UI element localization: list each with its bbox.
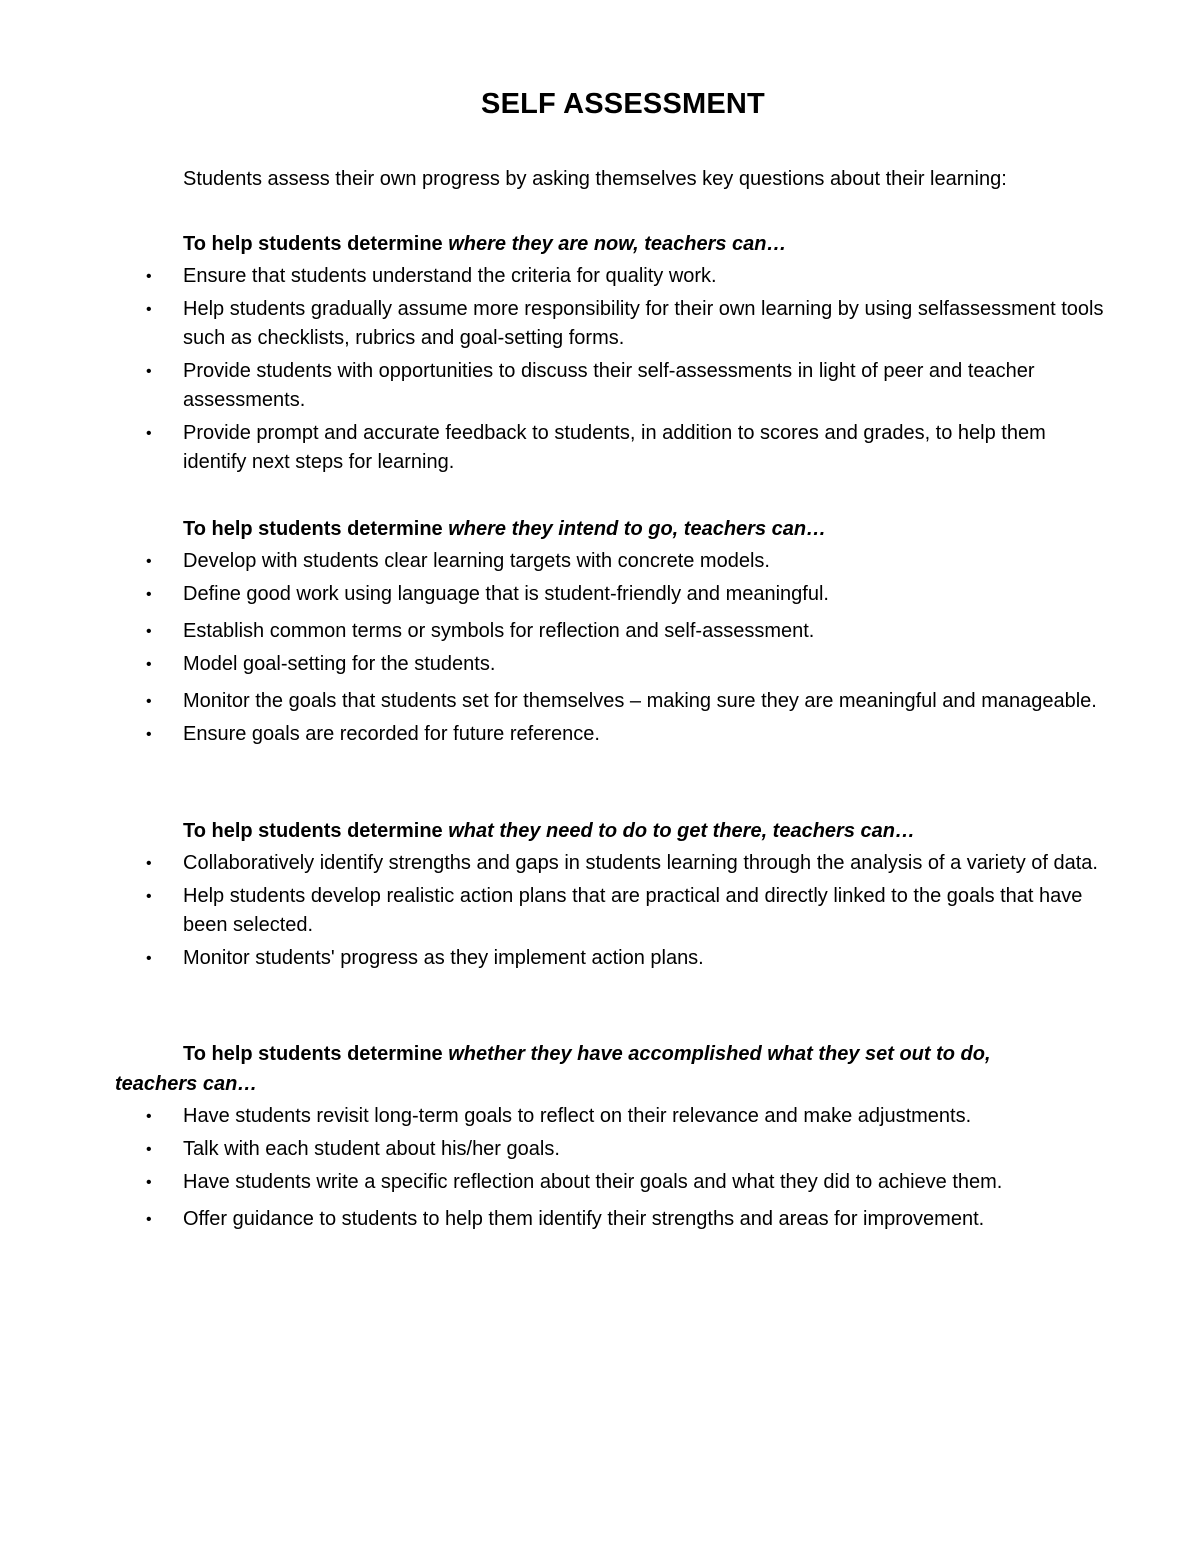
list-item-text: Help students gradually assume more responsibility for their own learning by using selfassessment tools such as checklists, rubrics and goal-setting forms. <box>183 298 1104 349</box>
bullet-icon: • <box>146 553 152 570</box>
list-item-text: Model goal-setting for the students. <box>183 653 496 675</box>
list-item-text: Establish common terms or symbols for reflection and self-assessment. <box>183 620 815 642</box>
bullet-list <box>0 262 1200 477</box>
list-item-text: Offer guidance to students to help them identify their strengths and areas for improvement. <box>183 1208 985 1230</box>
heading-emphasis: whether they have accomplished what they set out to do, <box>448 1043 991 1065</box>
heading-prefix: To help students determine <box>183 233 449 255</box>
section-accomplished <box>0 1039 1200 1238</box>
list-item <box>0 262 1200 291</box>
bullet-icon: • <box>146 656 152 673</box>
list-item-text: Ensure goals are recorded for future reference. <box>183 723 600 745</box>
list-item-text: Have students write a specific reflection about their goals and what they did to achieve them. <box>183 1171 1003 1193</box>
list-item <box>0 547 1200 576</box>
section-what-to-do <box>0 816 1200 977</box>
list-item-text: Ensure that students understand the criteria for quality work. <box>183 265 717 287</box>
list-item <box>0 295 1200 353</box>
bullet-icon: • <box>146 268 152 285</box>
list-item-text: Have students revisit long-term goals to reflect on their relevance and make adjustments. <box>183 1105 972 1127</box>
list-item-text: Help students develop realistic action plans that are practical and directly linked to the goals that have been selected. <box>183 885 1083 936</box>
bullet-icon: • <box>146 301 152 318</box>
heading-emphasis: what they need to do to get there, teachers can… <box>448 820 915 842</box>
bullet-list <box>0 849 1200 973</box>
bullet-icon: • <box>146 1174 152 1191</box>
bullet-icon: • <box>146 425 152 442</box>
bullet-icon: • <box>146 888 152 905</box>
heading-prefix: To help students determine <box>183 1043 449 1065</box>
section-heading <box>0 1039 1200 1099</box>
list-item-text: Define good work using language that is student-friendly and meaningful. <box>183 583 829 605</box>
list-item <box>0 882 1200 940</box>
list-item-text: Provide prompt and accurate feedback to students, in addition to scores and grades, to help them identify next steps for learning. <box>183 422 1046 473</box>
list-item <box>0 1168 1200 1197</box>
section-where-intend <box>0 514 1200 753</box>
bullet-icon: • <box>146 623 152 640</box>
bullet-icon: • <box>146 950 152 967</box>
bullet-icon: • <box>146 586 152 603</box>
list-item <box>0 650 1200 679</box>
list-item <box>0 1135 1200 1164</box>
section-heading <box>0 816 1200 846</box>
section-heading <box>0 229 1200 259</box>
list-item <box>0 687 1200 716</box>
heading-prefix: To help students determine <box>183 518 449 540</box>
bullet-list <box>0 1102 1200 1234</box>
bullet-icon: • <box>146 726 152 743</box>
list-item-text: Monitor the goals that students set for themselves – making sure they are meaningful and manageable. <box>183 690 1097 712</box>
intro-paragraph: Students assess their own progress by asking themselves key questions about their learning: <box>183 168 1007 190</box>
heading-line-2: teachers can… <box>115 1073 258 1095</box>
list-item <box>0 720 1200 749</box>
list-item-text: Monitor students' progress as they implement action plans. <box>183 947 704 969</box>
list-item-text: Talk with each student about his/her goals. <box>183 1138 560 1160</box>
list-item <box>0 1102 1200 1131</box>
bullet-icon: • <box>146 693 152 710</box>
list-item <box>0 357 1200 415</box>
list-item <box>0 580 1200 609</box>
bullet-icon: • <box>146 1141 152 1158</box>
bullet-icon: • <box>146 855 152 872</box>
list-item <box>0 419 1200 477</box>
bullet-list <box>0 547 1200 749</box>
list-item <box>0 617 1200 646</box>
section-where-now <box>0 229 1200 481</box>
bullet-icon: • <box>146 1108 152 1125</box>
page-title: SELF ASSESSMENT <box>481 88 765 120</box>
list-item-text: Provide students with opportunities to discuss their self-assessments in light of peer and teacher assessments. <box>183 360 1035 411</box>
heading-prefix: To help students determine <box>183 820 449 842</box>
list-item-text: Collaboratively identify strengths and gaps in students learning through the analysis of a variety of data. <box>183 852 1098 874</box>
bullet-icon: • <box>146 363 152 380</box>
heading-emphasis: where they are now, teachers can… <box>448 233 787 255</box>
list-item <box>0 944 1200 973</box>
heading-emphasis: where they intend to go, teachers can… <box>448 518 827 540</box>
list-item <box>0 849 1200 878</box>
list-item-text: Develop with students clear learning targets with concrete models. <box>183 550 770 572</box>
heading-line-1 <box>0 1039 1200 1069</box>
list-item <box>0 1205 1200 1234</box>
bullet-icon: • <box>146 1211 152 1228</box>
section-heading <box>0 514 1200 544</box>
